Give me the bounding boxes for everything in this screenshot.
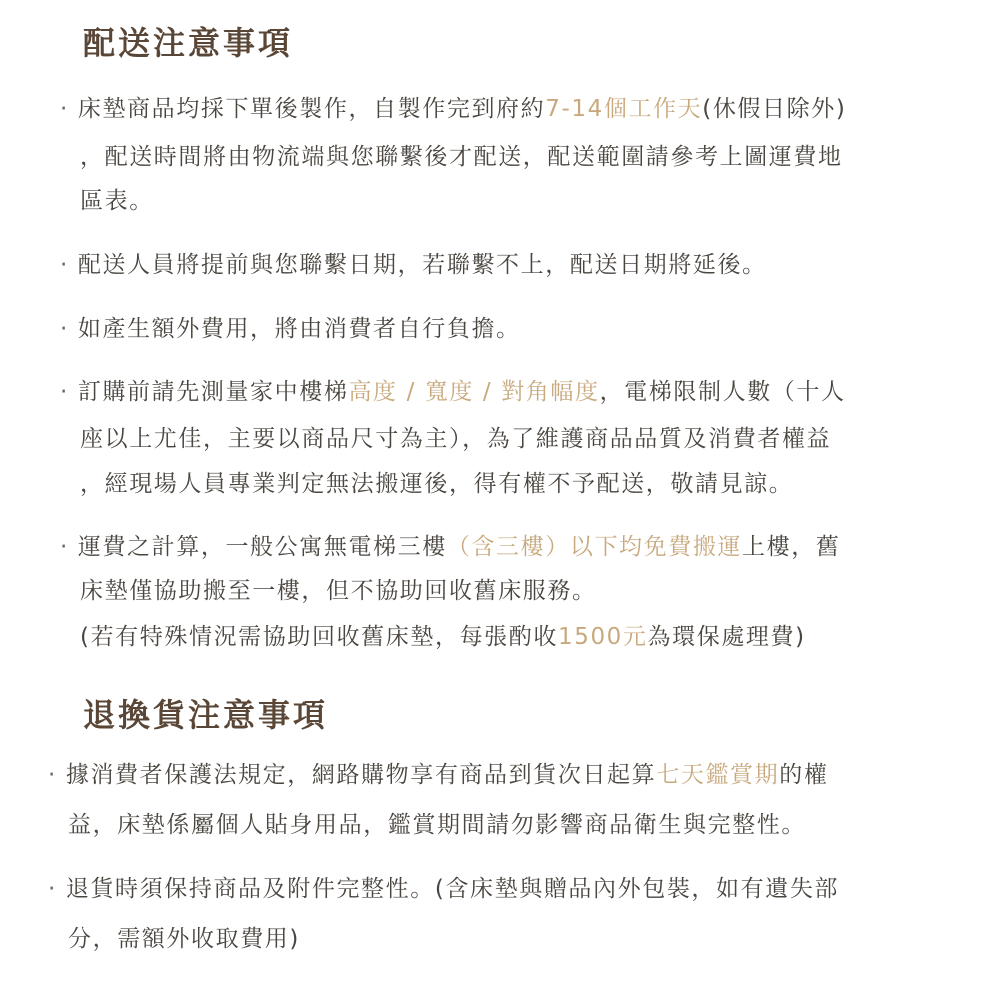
returns-item-1-line-2: 益，床墊係屬個人貼身用品，鑑賞期間請勿影響商品衛生與完整性。 — [68, 812, 806, 838]
delivery-title: 配送注意事項 — [83, 24, 294, 62]
returns-item-1-highlight: 七天鑑賞期 — [656, 762, 780, 788]
delivery-item-4-text-end: ，電梯限制人數（十人 — [599, 379, 846, 405]
delivery-item-4-line-2: 座以上尤佳，主要以商品尺寸為主），為了維護商品品質及消費者權益 — [80, 426, 832, 452]
delivery-item-4-text: 訂購前請先測量家中樓梯 — [77, 379, 349, 405]
delivery-item-5-line-1 — [60, 528, 840, 561]
delivery-item-4-line-1 — [60, 373, 846, 406]
delivery-item-2-line-1 — [60, 246, 767, 279]
delivery-item-5-highlight: （含三樓）以下均免費搬運 — [446, 534, 743, 560]
returns-item-1-text-end: 的權 — [779, 762, 829, 788]
delivery-item-5-line-3 — [80, 618, 806, 651]
delivery-item-1-line-3: 區表。 — [80, 188, 154, 214]
delivery-item-5-fee: 1500元 — [557, 624, 648, 650]
bullet: · — [60, 534, 69, 560]
bullet: · — [60, 316, 69, 342]
delivery-item-1-highlight: 7-14個工作天 — [545, 96, 703, 122]
delivery-item-5-note-end: 為環保處理費) — [647, 624, 806, 650]
bullet: · — [60, 252, 69, 278]
delivery-item-3-line-1 — [60, 310, 521, 343]
bullet: · — [60, 379, 69, 405]
delivery-item-3-text: 如產生額外費用，將由消費者自行負擔。 — [77, 316, 521, 342]
returns-item-1-text: 據消費者保護法規定，網路購物享有商品到貨次日起算 — [65, 762, 657, 788]
delivery-item-5-text-end: 上樓，舊 — [742, 534, 841, 560]
returns-item-2-text: 退貨時須保持商品及附件完整性。(含床墊與贈品內外包裝，如有遺失部 — [65, 876, 840, 902]
delivery-item-1-line-1 — [60, 90, 846, 123]
delivery-item-5-line-2: 床墊僅協助搬至一樓，但不協助回收舊床服務。 — [80, 578, 597, 604]
bullet: · — [48, 762, 57, 788]
delivery-item-2-text: 配送人員將提前與您聯繫日期，若聯繫不上，配送日期將延後。 — [77, 252, 767, 278]
delivery-item-5-note: (若有特殊情況需協助回收舊床墊，每張酌收 — [80, 624, 558, 650]
returns-item-2-line-2: 分，需額外收取費用) — [68, 926, 300, 952]
bullet: · — [48, 876, 57, 902]
delivery-item-1-text: 床墊商品均採下單後製作，自製作完到府約 — [77, 96, 546, 122]
delivery-item-1-line-2: ，配送時間將由物流端與您聯繫後才配送，配送範圍請參考上圖運費地 — [80, 144, 843, 170]
delivery-item-5-text: 運費之計算，一般公寓無電梯三樓 — [77, 534, 447, 560]
returns-item-2-line-1 — [48, 870, 839, 903]
delivery-item-1-text-end: (休假日除外) — [702, 96, 847, 122]
delivery-item-4-line-3: ，經現場人員專業判定無法搬運後，得有權不予配送，敬請見諒。 — [80, 471, 794, 497]
returns-item-1-line-1 — [48, 756, 828, 789]
delivery-item-4-highlight: 高度 / 寬度 / 對角幅度 — [348, 379, 600, 405]
bullet: · — [60, 96, 69, 122]
returns-title: 退換貨注意事項 — [83, 696, 329, 734]
